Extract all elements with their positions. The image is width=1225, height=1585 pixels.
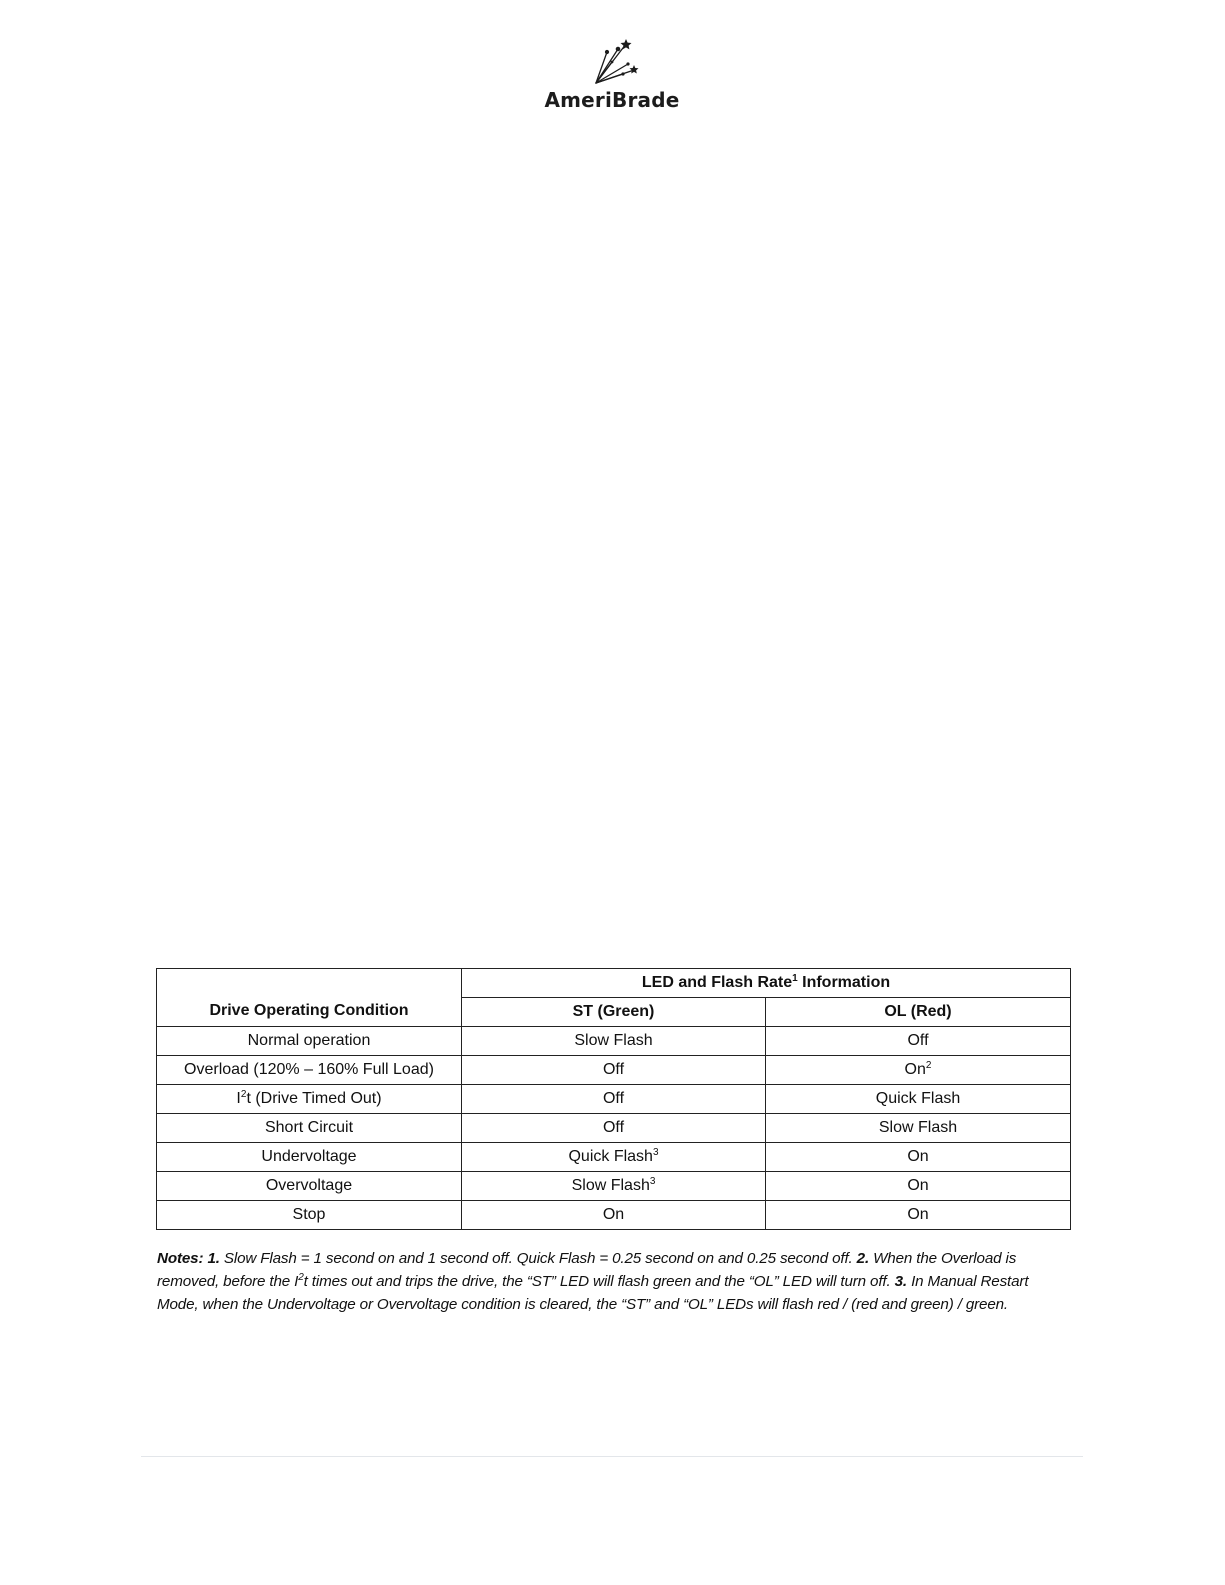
table-row xyxy=(157,1172,1071,1201)
condition-cell: Stop xyxy=(157,1201,462,1230)
table-row xyxy=(157,1027,1071,1056)
footer-divider xyxy=(141,1456,1083,1457)
table-row xyxy=(157,1085,1071,1114)
condition-cell: $I^2t$ (Drive Timed Out) xyxy=(157,1085,462,1114)
table-row xyxy=(157,1201,1071,1230)
condition-cell: Overvoltage xyxy=(157,1172,462,1201)
ol-cell: Off xyxy=(766,1027,1071,1056)
st-cell: Quick Flash$^3$ xyxy=(462,1143,766,1172)
ol-cell: On xyxy=(766,1201,1071,1230)
condition-cell: Short Circuit xyxy=(157,1114,462,1143)
st-cell: On xyxy=(462,1201,766,1230)
shooting-stars-icon xyxy=(582,38,642,88)
header-st-green: ST (Green) xyxy=(462,998,766,1027)
ol-cell: Quick Flash xyxy=(766,1085,1071,1114)
ol-cell: On xyxy=(766,1172,1071,1201)
st-cell: Slow Flash$^3$ xyxy=(462,1172,766,1201)
header-led-flash-rate-info: LED and Flash Rate$^1$ Information xyxy=(462,969,1071,998)
ameribrade-logo xyxy=(532,38,692,118)
table-header-row xyxy=(157,969,1071,998)
condition-cell: Normal operation xyxy=(157,1027,462,1056)
st-cell: Slow Flash xyxy=(462,1027,766,1056)
led-flash-rate-table xyxy=(156,968,1071,1230)
brand-name: AmeriBrade xyxy=(544,88,680,112)
header-drive-operating-condition: Drive Operating Condition xyxy=(157,969,462,1027)
table-row xyxy=(157,1056,1071,1085)
st-cell: Off xyxy=(462,1114,766,1143)
header-ol-red: OL (Red) xyxy=(766,998,1071,1027)
ol-cell: On$^2$ xyxy=(766,1056,1071,1085)
table-row xyxy=(157,1114,1071,1143)
condition-cell: Overload (120% – 160% Full Load) xyxy=(157,1056,462,1085)
table-row xyxy=(157,1143,1071,1172)
st-cell: Off xyxy=(462,1085,766,1114)
table-notes: Notes: 1. Slow Flash = 1 second on and 1 second off. Quick Flash = 0.25 second on and 0.25 second off. 2. When the Overload is removed, before the $I^2t$ times out and trips the drive, the “ST” LED will flash green and the “OL” LED will turn off. 3. In Manual Restart Mode, when the Undervoltage or Overvoltage condition is cleared, the “ST” and “OL” LEDs will flash red / (red and green) / green. xyxy=(157,1250,1029,1313)
st-cell: Off xyxy=(462,1056,766,1085)
condition-cell: Undervoltage xyxy=(157,1143,462,1172)
ol-cell: Slow Flash xyxy=(766,1114,1071,1143)
ol-cell: On xyxy=(766,1143,1071,1172)
